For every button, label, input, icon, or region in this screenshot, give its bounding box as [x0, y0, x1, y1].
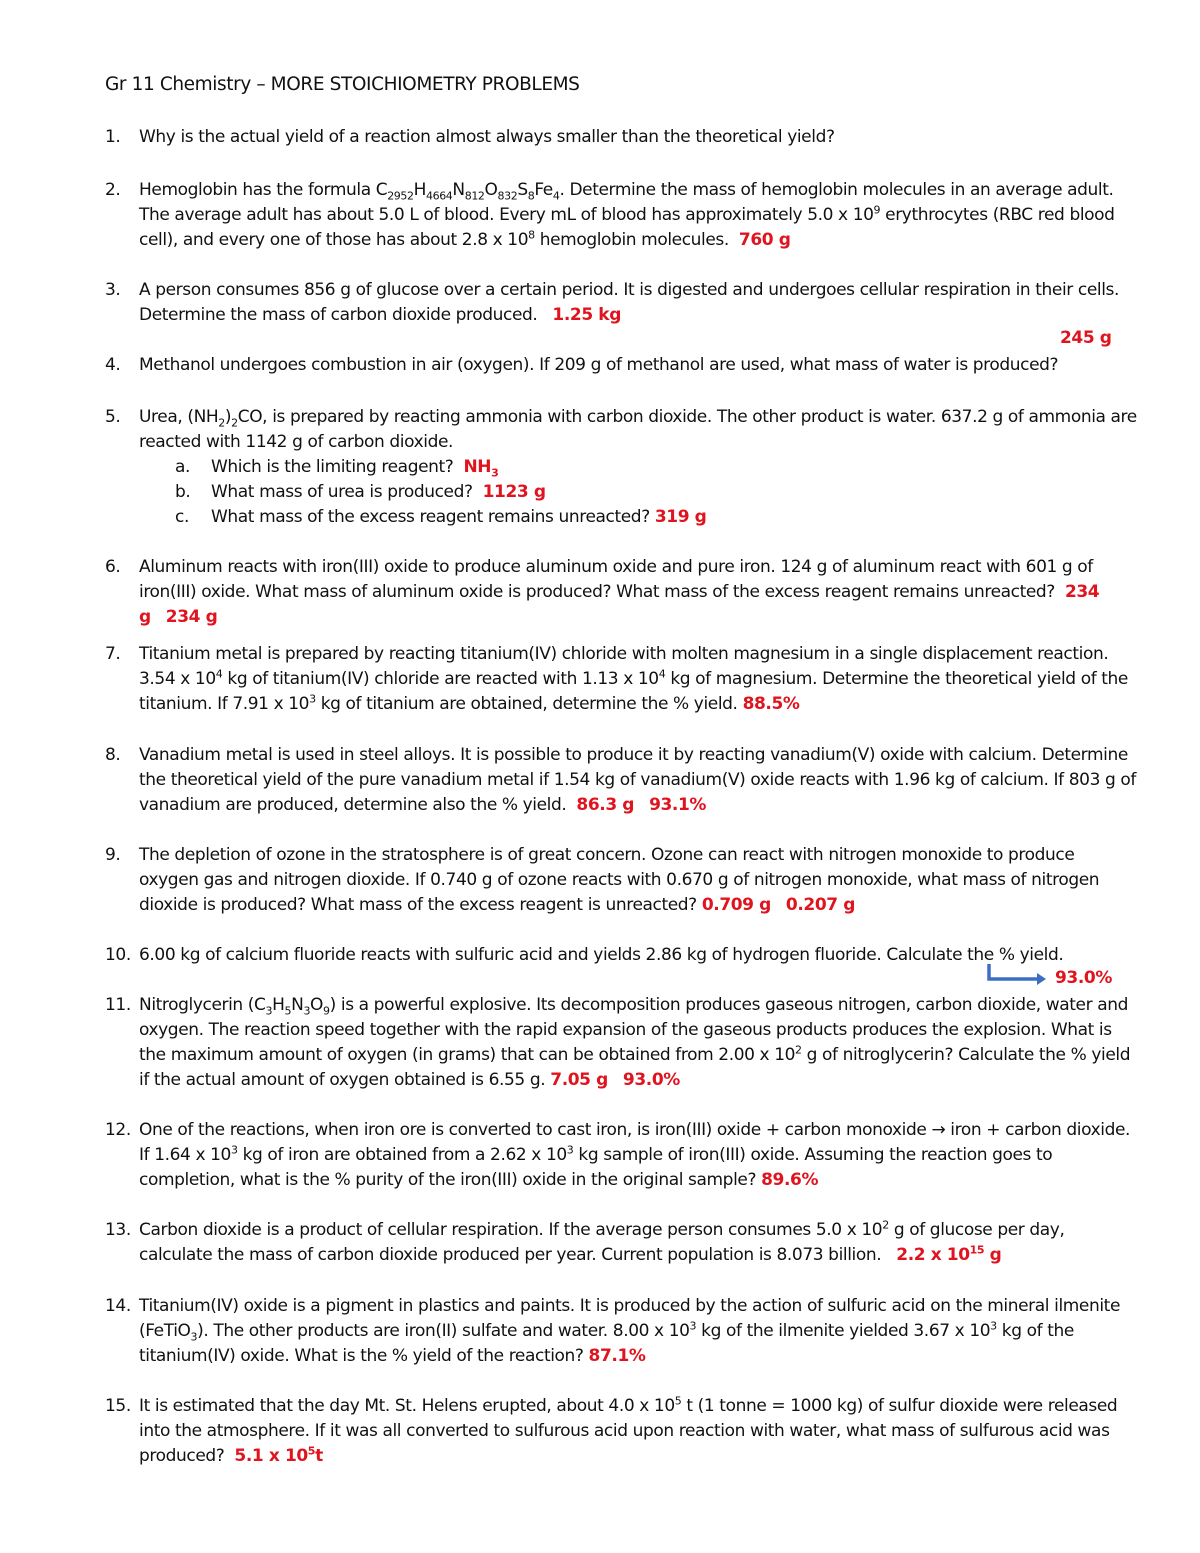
question-text: Titanium metal is prepared by reacting titanium(IV) chloride with molten magnesium in a single displacement reaction. 3.54 x $10^4$ kg of titanium(IV) chloride are reacted with 1.13 x $10^4$ kg of magnesium. Determine the theoretical yield of the titanium. If 7.91 x $10^3$ kg of titanium are obtained, determine the % yield. 88.5%	[139, 644, 1128, 714]
answer-q4: 245 g	[1060, 328, 1112, 348]
question-number: 5.	[105, 407, 121, 427]
question-number: 9.	[105, 845, 121, 865]
answer: 87.1%	[588, 1346, 646, 1366]
sub-question-a: a. Which is the limiting reagent? $NH_3$	[175, 457, 499, 480]
answer: 5.1 x $10^5t$	[234, 1444, 323, 1466]
question-text: Titanium(IV) oxide is a pigment in plastics and paints. It is produced by the action of sulfuric acid on the mineral ilmenite (FeTiO$_3$). The other products are iron(II) sulfate and water. 8.00 x $10^3$ kg of the ilmenite yielded 3.67 x $10^3$ kg of the titanium(IV) oxide. What is the % yield of the reaction? 87.1%	[139, 1296, 1121, 1366]
arrow-icon	[985, 962, 1047, 990]
page-title: Gr 11 Chemistry – MORE STOICHIOMETRY PROBLEMS	[105, 74, 580, 95]
question-text: The depletion of ozone in the stratosphere is of great concern. Ozone can react with nitrogen monoxide to produce oxygen gas and nitrogen dioxide. If 0.740 g of ozone reacts with 0.670 g of nitrogen monoxide, what mass of nitrogen dioxide is produced? What mass of the excess reagent is unreacted? 0.709 g 0.207 g	[139, 845, 1100, 915]
answer-q10: 93.0%	[1055, 968, 1112, 988]
question-number: 4.	[105, 355, 121, 375]
answer: 234 g	[165, 607, 218, 627]
question-number: 15.	[105, 1396, 131, 1416]
question-number: 12.	[105, 1120, 131, 1140]
answer: $NH_3$	[463, 457, 499, 480]
answer: 760 g	[738, 230, 791, 250]
answer: 1.25 kg	[552, 305, 621, 325]
question-text: Methanol undergoes combustion in air (oxygen). If 209 g of methanol are used, what mass of water is produced?	[139, 355, 1059, 375]
question-text: Why is the actual yield of a reaction almost always smaller than the theoretical yield?	[139, 127, 835, 147]
answer: 86.3 g	[576, 795, 635, 815]
question-number: 1.	[105, 127, 121, 147]
question-text: Nitroglycerin $(C_3H_5N_3O_9)$ is a powerful explosive. Its decomposition produces gaseous nitrogen, carbon dioxide, water and oxygen. The reaction speed together with the rapid expansion of the gaseous products produces the explosion. What is the maximum amount of oxygen (in grams) that can be obtained from 2.00 x $10^2$ g of nitroglycerin? Calculate the % yield if the actual amount of oxygen obtained is 6.55 g. 7.05 g 93.0%	[139, 995, 1131, 1090]
question-number: 6.	[105, 557, 121, 577]
sub-question-c: c. What mass of the excess reagent remains unreacted? 319 g	[175, 507, 707, 527]
question-number: 8.	[105, 745, 121, 765]
answer: 319 g	[654, 507, 707, 527]
question-text: Hemoglobin has the formula $C_{2952}H_{4664}N_{812}O_{832}S_8Fe_4$. Determine the mass of hemoglobin molecules in an average adult. The average adult has about 5.0 L of blood. Every mL of blood has approximately 5.0 x $10^9$ erythrocytes (RBC red blood cell), and every one of those has about 2.8 x $10^8$ hemoglobin molecules. 760 g	[139, 180, 1115, 250]
question-text: One of the reactions, when iron ore is converted to cast iron, is iron(III) oxide + carbon monoxide → iron + carbon dioxide. If 1.64 x $10^3$ kg of iron are obtained from a 2.62 x $10^3$ kg sample of iron(III) oxide. Assuming the reaction goes to completion, what is the % purity of the iron(III) oxide in the original sample? 89.6%	[139, 1120, 1131, 1190]
answer: 88.5%	[742, 694, 800, 714]
answer: 2.2 x $10^{15}$ g	[896, 1243, 1002, 1265]
answer: 1123 g	[482, 482, 546, 502]
sub-question-b: b. What mass of urea is produced? 1123 g	[175, 482, 546, 502]
question-text: Urea, $(NH_2)_2CO$, is prepared by reacting ammonia with carbon dioxide. The other product is water. 637.2 g of ammonia are reacted with 1142 g of carbon dioxide. a. Which is the limiting reagent? $NH_3$ b. What mass of urea is produced? 1123 g c. What mass of the excess reagent remains unreacted? 319 g	[139, 405, 1139, 530]
answer: 89.6%	[761, 1170, 819, 1190]
question-text: Vanadium metal is used in steel alloys. It is possible to produce it by reacting vanadium(V) oxide with calcium. Determine the theoretical yield of the pure vanadium metal if 1.54 kg of vanadium(V) oxide reacts with 1.96 kg of calcium. If 803 g of vanadium are produced, determine also the % yield. 86.3 g 93.1%	[139, 745, 1136, 815]
question-text: It is estimated that the day Mt. St. Helens erupted, about 4.0 x $10^5$ t (1 tonne = 1000 kg) of sulfur dioxide were released into the atmosphere. If it was all converted to sulfurous acid upon reaction with water, what mass of sulfurous acid was produced? 5.1 x $10^5t$	[139, 1394, 1118, 1466]
answer: 7.05 g	[550, 1070, 608, 1090]
question-number: 7.	[105, 644, 121, 664]
question-number: 2.	[105, 180, 121, 200]
answer: 93.1%	[649, 795, 707, 815]
answer: 0.709 g	[701, 895, 771, 915]
question-number: 10.	[105, 945, 131, 965]
question-number: 3.	[105, 280, 121, 300]
answer: 93.0%	[622, 1070, 680, 1090]
question-number: 13.	[105, 1220, 131, 1240]
answer: 234 g	[139, 582, 1100, 627]
question-text: Carbon dioxide is a product of cellular respiration. If the average person consumes 5.0 x $10^2$ g of glucose per day, calculate the mass of carbon dioxide produced per year. Current population is 8.073 billion. 2.2 x $10^{15}$ g	[139, 1218, 1065, 1265]
question-text: Aluminum reacts with iron(III) oxide to produce aluminum oxide and pure iron. 124 g of aluminum react with 601 g of iron(III) oxide. What mass of aluminum oxide is produced? What mass of the excess reagent remains unreacted? 234 g 234 g	[139, 557, 1100, 627]
question-text: A person consumes 856 g of glucose over a certain period. It is digested and undergoes cellular respiration in their cells. Determine the mass of carbon dioxide produced. 1.25 kg	[139, 280, 1120, 325]
answer: 0.207 g	[785, 895, 855, 915]
question-number: 11.	[105, 995, 131, 1015]
question-number: 14.	[105, 1296, 131, 1316]
question-text: 6.00 kg of calcium fluoride reacts with sulfuric acid and yields 2.86 kg of hydrogen fluoride. Calculate the % yield.	[139, 945, 1064, 965]
